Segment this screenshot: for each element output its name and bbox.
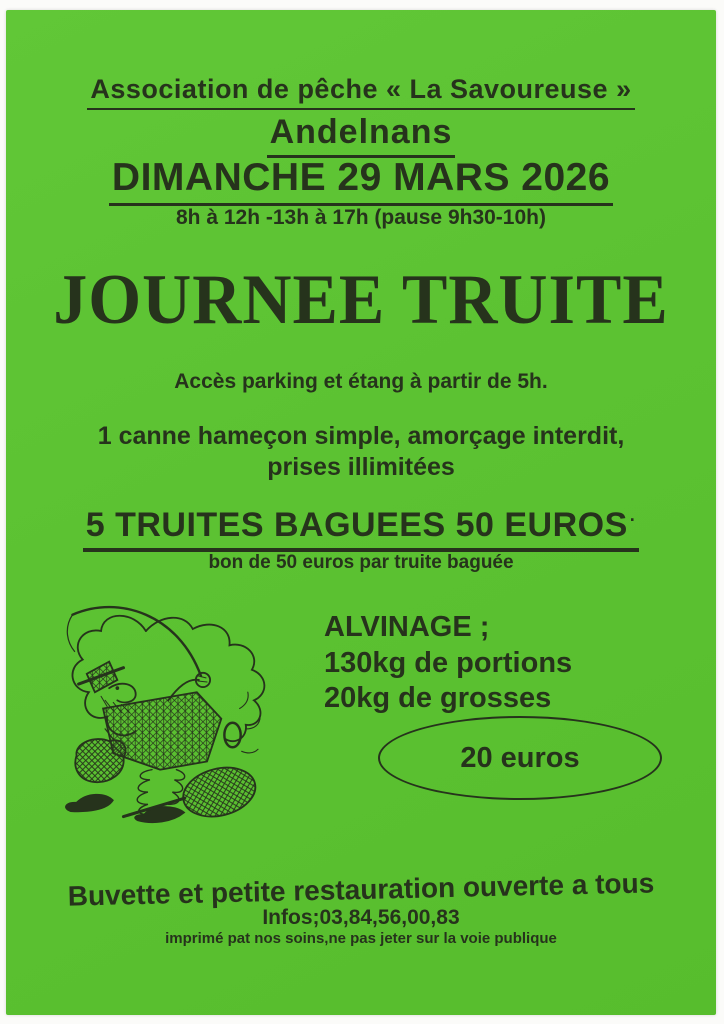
prize-detail: bon de 50 euros par truite baguée [208, 552, 514, 573]
stocking-line-1: 130kg de portions [324, 646, 573, 679]
event-date: DIMANCHE 29 MARS 2026 [6, 156, 716, 206]
rules-line-1: 1 canne hameçon simple, amorçage interdit, [97, 422, 625, 450]
poster-sheet [6, 10, 716, 1015]
contact-phone: Infos;03,84,56,00,83 [262, 906, 460, 929]
refreshments-info: Buvette et petite restauration ouverte a tous [67, 867, 655, 912]
poster-title: JOURNEE TRUITE [53, 259, 669, 339]
legal-notice: imprimé pat nos soins,ne pas jeter sur la voie publique [165, 930, 557, 947]
stocking-line-2: 20kg de grosses [324, 682, 552, 714]
access-info: Accès parking et étang à partir de 5h. [174, 370, 548, 393]
fishing-rules [6, 421, 716, 483]
town-name: Andelnans [6, 113, 716, 158]
rules-line-2: prises illimitées [267, 453, 455, 481]
fisherman-illustration [46, 586, 311, 831]
price-text: 20 euros [460, 741, 580, 774]
event-hours: 8h à 12h -13h à 17h (pause 9h30-10h) [176, 206, 546, 229]
association-name: Association de pêche « La Savoureuse » [6, 74, 716, 110]
prize-announcement: 5 TRUITES BAGUEES 50 EUROS · [6, 506, 716, 552]
prize-asterisk: · [629, 510, 637, 530]
stocking-info [324, 610, 572, 717]
stocking-title: ALVINAGE ; [324, 611, 490, 643]
price-badge [378, 716, 662, 800]
